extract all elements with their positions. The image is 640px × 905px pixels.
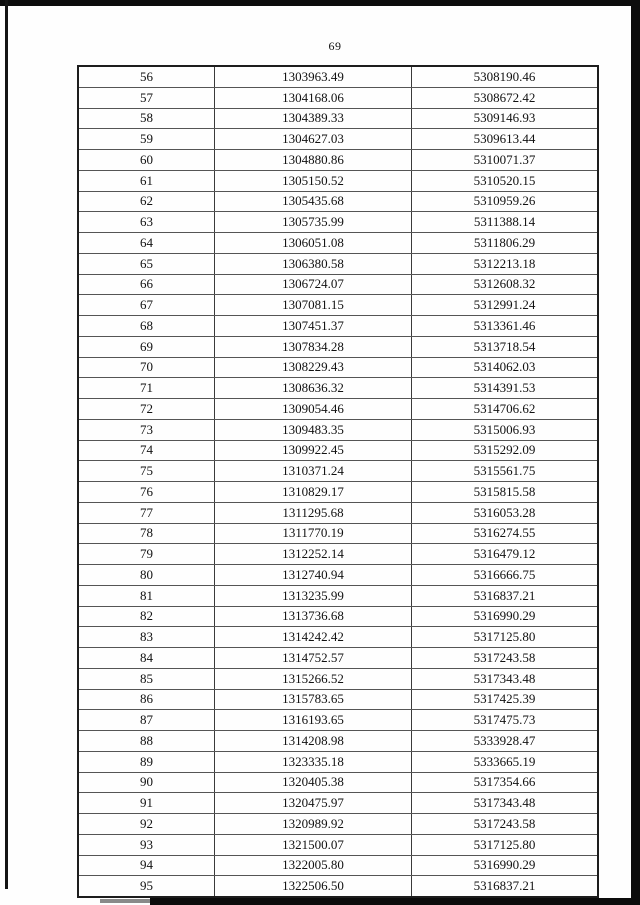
table-row — [78, 150, 598, 171]
point-number-cell: 74 — [78, 440, 215, 461]
table-row — [78, 378, 598, 399]
table-row — [78, 668, 598, 689]
northing-cell: 5317354.66 — [412, 772, 599, 793]
table-row — [78, 793, 598, 814]
easting-cell: 1307081.15 — [215, 295, 412, 316]
northing-cell: 5333665.19 — [412, 751, 599, 772]
northing-cell: 5317125.80 — [412, 627, 599, 648]
northing-cell: 5317425.39 — [412, 689, 599, 710]
easting-cell: 1304168.06 — [215, 87, 412, 108]
northing-cell: 5308190.46 — [412, 66, 599, 87]
northing-cell: 5308672.42 — [412, 87, 599, 108]
northing-cell: 5333928.47 — [412, 731, 599, 752]
table-row — [78, 295, 598, 316]
easting-cell: 1320475.97 — [215, 793, 412, 814]
easting-cell: 1314242.42 — [215, 627, 412, 648]
easting-cell: 1307834.28 — [215, 336, 412, 357]
point-number-cell: 80 — [78, 565, 215, 586]
easting-cell: 1323335.18 — [215, 751, 412, 772]
table-row — [78, 544, 598, 565]
northing-cell: 5317125.80 — [412, 834, 599, 855]
table-row — [78, 316, 598, 337]
easting-cell: 1309054.46 — [215, 399, 412, 420]
scan-edge-right — [631, 4, 640, 905]
easting-cell: 1321500.07 — [215, 834, 412, 855]
easting-cell: 1306380.58 — [215, 253, 412, 274]
table-row — [78, 751, 598, 772]
point-number-cell: 56 — [78, 66, 215, 87]
table-row — [78, 482, 598, 503]
northing-cell: 5315815.58 — [412, 482, 599, 503]
point-number-cell: 89 — [78, 751, 215, 772]
northing-cell: 5316990.29 — [412, 855, 599, 876]
easting-cell: 1305735.99 — [215, 212, 412, 233]
northing-cell: 5312213.18 — [412, 253, 599, 274]
point-number-cell: 77 — [78, 502, 215, 523]
northing-cell: 5309613.44 — [412, 129, 599, 150]
northing-cell: 5315561.75 — [412, 461, 599, 482]
page-number: 69 — [328, 39, 342, 53]
northing-cell: 5311806.29 — [412, 233, 599, 254]
easting-cell: 1307451.37 — [215, 316, 412, 337]
table-row — [78, 565, 598, 586]
table-row — [78, 440, 598, 461]
point-number-cell: 64 — [78, 233, 215, 254]
easting-cell: 1308636.32 — [215, 378, 412, 399]
easting-cell: 1315266.52 — [215, 668, 412, 689]
table-row — [78, 606, 598, 627]
easting-cell: 1311295.68 — [215, 502, 412, 523]
easting-cell: 1312740.94 — [215, 565, 412, 586]
easting-cell: 1308229.43 — [215, 357, 412, 378]
table-row — [78, 357, 598, 378]
table-row — [78, 523, 598, 544]
table-row — [78, 66, 598, 87]
point-number-cell: 95 — [78, 876, 215, 897]
easting-cell: 1306724.07 — [215, 274, 412, 295]
northing-cell: 5316990.29 — [412, 606, 599, 627]
table-row — [78, 108, 598, 129]
point-number-cell: 63 — [78, 212, 215, 233]
table-row — [78, 731, 598, 752]
northing-cell: 5316479.12 — [412, 544, 599, 565]
scan-edge-top — [0, 0, 640, 6]
point-number-cell: 57 — [78, 87, 215, 108]
northing-cell: 5317243.58 — [412, 814, 599, 835]
table-row — [78, 461, 598, 482]
northing-cell: 5316274.55 — [412, 523, 599, 544]
point-number-cell: 58 — [78, 108, 215, 129]
easting-cell: 1313736.68 — [215, 606, 412, 627]
easting-cell: 1310829.17 — [215, 482, 412, 503]
northing-cell: 5317343.48 — [412, 793, 599, 814]
point-number-cell: 69 — [78, 336, 215, 357]
easting-cell: 1314752.57 — [215, 648, 412, 669]
easting-cell: 1322506.50 — [215, 876, 412, 897]
table-row — [78, 170, 598, 191]
table-row — [78, 689, 598, 710]
point-number-cell: 72 — [78, 399, 215, 420]
table-row — [78, 834, 598, 855]
northing-cell: 5315292.09 — [412, 440, 599, 461]
point-number-cell: 65 — [78, 253, 215, 274]
scan-edge-bottom — [150, 898, 640, 905]
northing-cell: 5315006.93 — [412, 419, 599, 440]
northing-cell: 5314391.53 — [412, 378, 599, 399]
point-number-cell: 86 — [78, 689, 215, 710]
easting-cell: 1310371.24 — [215, 461, 412, 482]
northing-cell: 5316837.21 — [412, 876, 599, 897]
point-number-cell: 87 — [78, 710, 215, 731]
easting-cell: 1322005.80 — [215, 855, 412, 876]
northing-cell: 5312991.24 — [412, 295, 599, 316]
easting-cell: 1305150.52 — [215, 170, 412, 191]
easting-cell: 1320989.92 — [215, 814, 412, 835]
easting-cell: 1309483.35 — [215, 419, 412, 440]
point-number-cell: 60 — [78, 150, 215, 171]
point-number-cell: 93 — [78, 834, 215, 855]
northing-cell: 5313718.54 — [412, 336, 599, 357]
point-number-cell: 83 — [78, 627, 215, 648]
northing-cell: 5317243.58 — [412, 648, 599, 669]
point-number-cell: 75 — [78, 461, 215, 482]
point-number-cell: 81 — [78, 585, 215, 606]
northing-cell: 5316053.28 — [412, 502, 599, 523]
easting-cell: 1303963.49 — [215, 66, 412, 87]
table-row — [78, 855, 598, 876]
easting-cell: 1314208.98 — [215, 731, 412, 752]
table-row — [78, 336, 598, 357]
northing-cell: 5317475.73 — [412, 710, 599, 731]
point-number-cell: 79 — [78, 544, 215, 565]
table-row — [78, 876, 598, 897]
easting-cell: 1320405.38 — [215, 772, 412, 793]
northing-cell: 5310959.26 — [412, 191, 599, 212]
table-row — [78, 585, 598, 606]
northing-cell: 5309146.93 — [412, 108, 599, 129]
table-row — [78, 419, 598, 440]
table-row — [78, 772, 598, 793]
northing-cell: 5311388.14 — [412, 212, 599, 233]
easting-cell: 1306051.08 — [215, 233, 412, 254]
easting-cell: 1304880.86 — [215, 150, 412, 171]
easting-cell: 1313235.99 — [215, 585, 412, 606]
point-number-cell: 70 — [78, 357, 215, 378]
point-number-cell: 76 — [78, 482, 215, 503]
northing-cell: 5310071.37 — [412, 150, 599, 171]
easting-cell: 1305435.68 — [215, 191, 412, 212]
table-row — [78, 191, 598, 212]
point-number-cell: 67 — [78, 295, 215, 316]
easting-cell: 1304389.33 — [215, 108, 412, 129]
table-row — [78, 129, 598, 150]
easting-cell: 1316193.65 — [215, 710, 412, 731]
table-row — [78, 502, 598, 523]
point-number-cell: 61 — [78, 170, 215, 191]
northing-cell: 5314706.62 — [412, 399, 599, 420]
table-row — [78, 212, 598, 233]
northing-cell: 5312608.32 — [412, 274, 599, 295]
easting-cell: 1309922.45 — [215, 440, 412, 461]
table-row — [78, 233, 598, 254]
point-number-cell: 62 — [78, 191, 215, 212]
northing-cell: 5316837.21 — [412, 585, 599, 606]
point-number-cell: 90 — [78, 772, 215, 793]
table-row — [78, 274, 598, 295]
point-number-cell: 71 — [78, 378, 215, 399]
point-number-cell: 92 — [78, 814, 215, 835]
point-number-cell: 84 — [78, 648, 215, 669]
northing-cell: 5317343.48 — [412, 668, 599, 689]
northing-cell: 5314062.03 — [412, 357, 599, 378]
point-number-cell: 88 — [78, 731, 215, 752]
point-number-cell: 78 — [78, 523, 215, 544]
easting-cell: 1311770.19 — [215, 523, 412, 544]
northing-cell: 5316666.75 — [412, 565, 599, 586]
northing-cell: 5310520.15 — [412, 170, 599, 191]
point-number-cell: 73 — [78, 419, 215, 440]
point-number-cell: 85 — [78, 668, 215, 689]
point-number-cell: 66 — [78, 274, 215, 295]
coordinate-table — [77, 65, 599, 898]
table-row — [78, 253, 598, 274]
point-number-cell: 68 — [78, 316, 215, 337]
table-row — [78, 399, 598, 420]
table-row — [78, 710, 598, 731]
easting-cell: 1312252.14 — [215, 544, 412, 565]
table-row — [78, 627, 598, 648]
point-number-cell: 82 — [78, 606, 215, 627]
table-row — [78, 648, 598, 669]
easting-cell: 1315783.65 — [215, 689, 412, 710]
point-number-cell: 94 — [78, 855, 215, 876]
easting-cell: 1304627.03 — [215, 129, 412, 150]
point-number-cell: 91 — [78, 793, 215, 814]
table-row — [78, 814, 598, 835]
point-number-cell: 59 — [78, 129, 215, 150]
table-row — [78, 87, 598, 108]
northing-cell: 5313361.46 — [412, 316, 599, 337]
scan-edge-left — [5, 0, 8, 889]
